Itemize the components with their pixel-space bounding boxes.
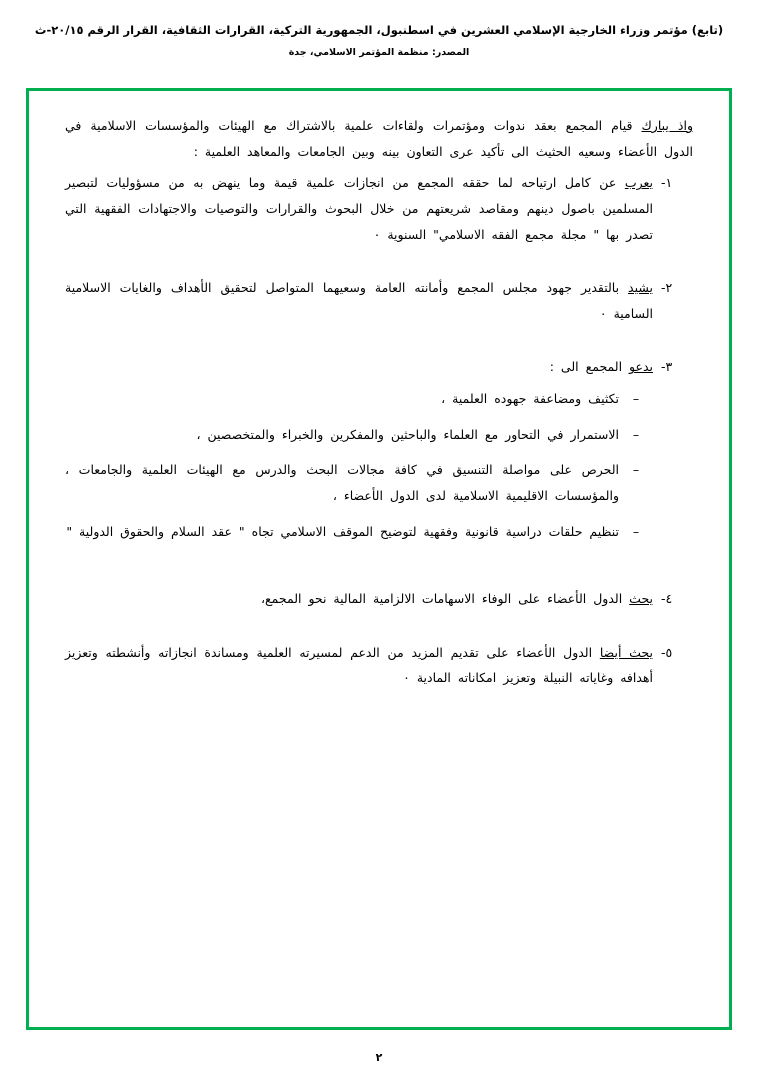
clause-item-1 (65, 170, 693, 253)
sublist-item-body (65, 519, 619, 551)
sublist-item-body (65, 422, 619, 454)
sublist-item-body (65, 457, 619, 514)
clause-underlined-2: يشيد (628, 280, 653, 296)
content-frame (26, 88, 732, 1030)
clause-text-2: بالتقدير جهود مجلس المجمع وأمانته العامة وسعيهما المتواصل لتحقيق الأهداف والغايات الاسلامية السامية ٠ (65, 280, 653, 321)
intro-paragraph (65, 113, 693, 164)
clause-paragraph-4 (65, 586, 653, 612)
clause-underlined-4: يحث (629, 591, 653, 607)
clause-body-3 (65, 354, 653, 564)
clause-item-5 (65, 640, 693, 697)
clause-paragraph-5 (65, 640, 653, 691)
clause-item-2 (65, 275, 693, 332)
dash-bullet-icon: – (632, 426, 640, 442)
clause-item-3 (65, 354, 693, 564)
sublist-item (65, 422, 653, 454)
clause-number-1: ١- (661, 175, 673, 191)
sublist-item-text: تنظيم حلقات دراسية قانونية وفقهية لتوضيح الموقف الاسلامي تجاه " عقد السلام والحقوق الدولية " (66, 523, 619, 539)
sublist-item (65, 386, 653, 418)
clause-paragraph-2 (65, 275, 653, 326)
sublist-item (65, 519, 653, 551)
dash-bullet-icon: – (632, 462, 640, 478)
clause-text-1: عن كامل ارتياحه لما حققه المجمع من انجازات علمية قيمة وما ينهض به من مسؤوليات لتبصير المسلمين باصول دينهم ومقاصد شريعتهم من خلال البحوث والقرارات والتوصيات والاجتهادات الفقهية التي تصدر بها " مجلة مجمع الفقه الاسلامي" السنوية ٠ (65, 175, 653, 242)
document-title: (تابع) مؤتمر وزراء الخارجية الإسلامي العشرين في اسطنبول، الجمهورية التركية، القرارات الثقافية، القرار الرقم ٢٠/١٥-ث (34, 23, 724, 37)
sublist-item-text: تكثيف ومضاعفة جهوده العلمية ، (441, 391, 619, 406)
clause-text-3: المجمع الى : (549, 359, 630, 375)
sublist-item-text: الحرص على مواصلة التنسيق في كافة مجالات البحث والدرس مع الهيئات العلمية والجامعات ، والمؤسسات الاقليمية الاسلامية لدى الدول الأعضاء ، (65, 462, 619, 503)
page-number: ٢ (375, 1051, 383, 1064)
dash-bullet-icon: – (632, 523, 640, 539)
intro-underlined-lead: واذ يبارك (641, 118, 694, 133)
clause-body-5 (65, 640, 653, 697)
clause-number-3: ٣- (661, 359, 673, 375)
document-header (0, 0, 758, 58)
clause-number-2: ٢- (661, 280, 673, 296)
intro-text: قيام المجمع بعقد ندوات ومؤتمرات ولقاءات علمية بالاشتراك مع الهيئات والمؤسسات الاسلامية في الدول الأعضاء وسعيه الحثيث الى تأكيد عرى التعاون بينه وبين الجامعات والمعاهد العلمية : (65, 118, 693, 159)
clause-paragraph-3 (65, 354, 653, 380)
sublist-item-body (65, 386, 619, 418)
sublist-item (65, 457, 653, 514)
clause-item-4 (65, 586, 693, 618)
clause-number-4: ٤- (661, 591, 673, 607)
content-body (29, 91, 729, 729)
clause-text-5: الدول الأعضاء على تقديم المزيد من الدعم لمسيرته العلمية ومساندة انجازاته وأنشطته وتعزيز أهدافه وغاياته النبيلة وتعزيز امكاناته المادية ٠ (65, 644, 653, 686)
clause-underlined-1: يعرب (624, 175, 653, 191)
clause-paragraph-1 (65, 170, 653, 247)
clause-body-2 (65, 275, 653, 332)
clause-underlined-5: يحث أيضا (599, 644, 653, 660)
clause-3-sublist (65, 386, 653, 550)
clause-number-5: ٥- (661, 644, 673, 660)
clause-text-4: الدول الأعضاء على الوفاء الاسهامات الالزامية المالية نحو المجمع، (260, 591, 630, 607)
clause-body-4 (65, 586, 653, 618)
clause-underlined-3: يدعو (629, 359, 653, 375)
dash-bullet-icon: – (632, 391, 640, 406)
document-source: المصدر: منظمة المؤتمر الاسلامي، جدة (288, 47, 470, 59)
clause-body-1 (65, 170, 653, 253)
sublist-item-text: الاستمرار في التحاور مع العلماء والباحثين والمفكرين والخبراء والمتخصصين ، (196, 426, 619, 442)
